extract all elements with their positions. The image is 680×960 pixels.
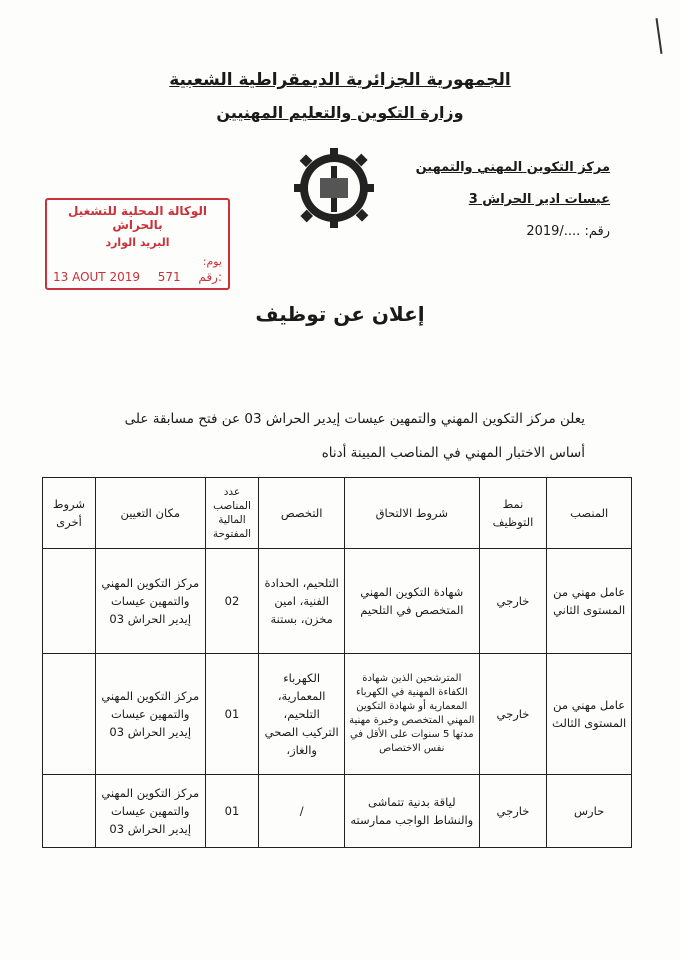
ref-label: رقم: — [584, 224, 610, 239]
cell-conditions: لياقة بدنية تتماشى والنشاط الواجب ممارسته — [344, 775, 479, 848]
cell-specialty: التلحيم، الحدادة الفنية، امين مخزن، بستنة — [259, 549, 345, 654]
table-row — [43, 654, 632, 775]
cell-other — [43, 654, 96, 775]
cell-count: 01 — [205, 775, 259, 848]
cell-post: عامل مهني من المستوى الثاني — [547, 549, 632, 654]
center-name: مركز التكوين المهني والتمهين — [415, 160, 610, 175]
ministry-heading: وزارة التكوين والتعليم المهنيين — [216, 103, 464, 122]
col-specialty: التخصص — [259, 478, 345, 549]
cell-count: 02 — [205, 549, 259, 654]
cell-mode: خارجي — [479, 775, 547, 848]
cell-place: مركز التكوين المهني والتمهين عيسات إيدير الحراش 03 — [95, 654, 205, 775]
cell-mode: خارجي — [479, 654, 547, 775]
stamp-day-label: يوم: — [202, 255, 222, 268]
cell-post: حارس — [547, 775, 632, 848]
cell-count: 01 — [205, 654, 259, 775]
col-count: عدد المناصب المالية المفتوحة — [205, 478, 259, 549]
cell-other — [43, 775, 96, 848]
cell-specialty: الكهرباء المعمارية، التلحيم، التركيب الصحي والغاز، — [259, 654, 345, 775]
stamp-date: 13 AOUT 2019 — [53, 270, 140, 284]
pen-mark — [656, 18, 663, 54]
cell-place: مركز التكوين المهني والتمهين عيسات إيدير الحراش 03 — [95, 549, 205, 654]
intro-line-1: يعلن مركز التكوين المهني والتمهين عيسات إيدير الحراش 03 عن فتح مسابقة على — [124, 411, 585, 427]
table-header-row — [43, 478, 632, 549]
announcement-title: إعلان عن توظيف — [255, 302, 425, 326]
col-mode: نمط التوظيف — [479, 478, 547, 549]
col-post: المنصب — [547, 478, 632, 549]
cell-conditions: شهادة التكوين المهني المتخصص في التلحيم — [344, 549, 479, 654]
cell-conditions: المترشحين الذين شهادة الكفاءة المهنية في الكهرباء المعمارية أو شهادة التكوين المهني المتخصص وخبرة مهنية مدتها 5 سنوات على الأقل في نفس الاختصاص — [344, 654, 479, 775]
republic-heading: الجمهورية الجزائرية الديمقراطية الشعبية — [169, 70, 511, 90]
reference-line — [380, 224, 610, 239]
stamp-num-label: رقم: — [198, 270, 222, 284]
gear-logo-icon — [292, 146, 376, 230]
cell-post: عامل مهني من المستوى الثالث — [547, 654, 632, 775]
stamp-mail: البريد الوارد — [105, 236, 170, 249]
cell-other — [43, 549, 96, 654]
stamp-agency: الوكالة المحلية للتشغيل بالحراش — [67, 204, 208, 232]
col-other: شروط أخرى — [43, 478, 96, 549]
col-conditions: شروط الالتحاق — [344, 478, 479, 549]
intro-line-2: أساس الاختبار المهني في المناصب المبينة أدناه — [321, 445, 585, 461]
ref-value: ..../2019 — [526, 224, 581, 239]
table-row — [43, 775, 632, 848]
positions-table — [42, 477, 632, 848]
received-stamp — [45, 198, 230, 290]
cell-mode: خارجي — [479, 549, 547, 654]
table-row — [43, 549, 632, 654]
center-location: عيسات ادير الحراش 3 — [468, 192, 610, 207]
cell-place: مركز التكوين المهني والتمهين عيسات إيدير الحراش 03 — [95, 775, 205, 848]
stamp-number: 571 — [157, 270, 181, 284]
col-place: مكان التعيين — [95, 478, 205, 549]
cell-specialty: / — [259, 775, 345, 848]
